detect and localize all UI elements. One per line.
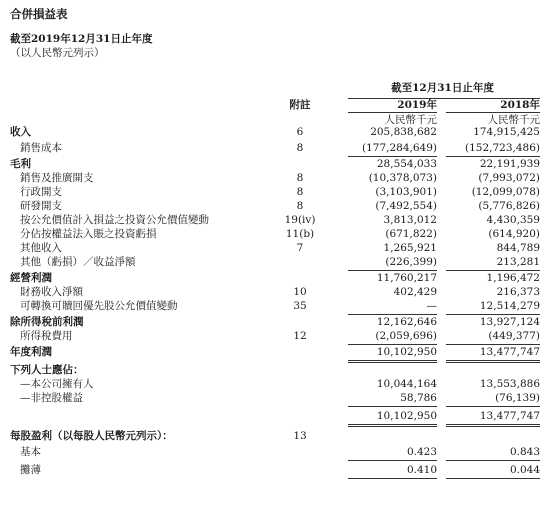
row-label: 經營利潤	[10, 272, 52, 284]
rule-2019	[348, 360, 437, 361]
row-label: 所得稅費用	[20, 330, 73, 342]
rule-2018	[446, 344, 540, 345]
page-title: 合併損益表	[10, 7, 68, 21]
row-value-2018: 844,789	[496, 242, 540, 254]
row-value-2019: 12,162,646	[376, 316, 437, 328]
row-value-2018: 216,373	[496, 286, 540, 298]
row-note: 13	[293, 430, 307, 442]
double-rule-2019	[348, 362, 437, 363]
row-note: 8	[296, 142, 304, 154]
row-value-2018: 213,281	[496, 256, 540, 268]
row-value-2019: (3,103,901)	[375, 186, 437, 198]
row-note: 8	[296, 200, 304, 212]
double-rule-2018	[446, 362, 540, 363]
row-value-2019: 1,265,921	[383, 242, 437, 254]
row-label: 除所得稅前利潤	[10, 316, 84, 328]
row-value-2018: (614,920)	[488, 228, 540, 240]
row-value-2018: (7,993,072)	[478, 172, 540, 184]
row-note: 35	[293, 300, 307, 312]
row-value-2019: 0.423	[406, 446, 437, 458]
row-value-2018: 0.044	[509, 464, 540, 476]
rule-2019	[348, 424, 437, 425]
row-label: —本公司擁有人	[20, 378, 94, 390]
row-value-2019: (7,492,554)	[375, 200, 437, 212]
row-value-2018: 13,477,747	[479, 410, 540, 422]
row-value-2019: 10,102,950	[376, 410, 437, 422]
year-2019-header: 2019年	[397, 99, 437, 111]
rule-2018	[446, 478, 540, 479]
row-value-2019: 58,786	[400, 392, 437, 404]
row-value-2019: (2,059,696)	[375, 330, 437, 342]
rule-2019	[348, 270, 437, 271]
rule-2019	[348, 478, 437, 479]
row-label: 其他（虧損）／收益淨額	[20, 256, 136, 268]
row-label: 收入	[10, 126, 31, 138]
row-value-2018: 1,196,472	[486, 272, 540, 284]
row-value-2018: 13,553,886	[479, 378, 540, 390]
row-label: 毛利	[10, 158, 31, 170]
row-value-2019: (226,399)	[385, 256, 437, 268]
row-label: 其他收入	[20, 242, 62, 254]
page-subtitle: 截至2019年12月31日止年度	[10, 33, 153, 45]
row-label: 按公允價值計入損益之投資公允價值變動	[20, 214, 209, 226]
rule-2018	[446, 360, 540, 361]
row-label: 銷售及推廣開支	[20, 172, 94, 184]
row-value-2019: 10,102,950	[376, 346, 437, 358]
rule-2018	[446, 156, 540, 157]
row-note: 8	[296, 172, 304, 184]
rule-2018	[446, 406, 540, 407]
row-value-2019: 3,813,012	[383, 214, 437, 226]
row-label: 年度利潤	[10, 346, 52, 358]
rule-2018	[446, 270, 540, 271]
row-note: 8	[296, 186, 304, 198]
row-label: 研發開支	[20, 200, 62, 212]
row-label: 財務收入淨額	[20, 286, 83, 298]
row-value-2019: 28,554,033	[376, 158, 437, 170]
row-value-2019: —	[426, 300, 437, 312]
row-label: 每股盈利（以每股人民幣元列示）：	[10, 430, 173, 442]
row-value-2018: (449,377)	[488, 330, 540, 342]
period-header: 截至12月31日止年度	[391, 82, 494, 94]
row-value-2018: (12,099,078)	[471, 186, 540, 198]
unit-2019: 人民幣千元	[384, 114, 437, 126]
rule-2018	[446, 460, 540, 461]
row-value-2019: 0.410	[406, 464, 437, 476]
row-label: 行政開支	[20, 186, 62, 198]
rule-2019	[348, 406, 437, 407]
row-value-2019: 11,760,217	[376, 272, 437, 284]
rule-2019	[348, 156, 437, 157]
row-value-2019: 10,044,164	[376, 378, 437, 390]
row-note: 19(iv)	[284, 214, 316, 226]
unit-2018: 人民幣千元	[487, 114, 540, 126]
row-value-2018: 12,514,279	[479, 300, 540, 312]
row-note: 6	[296, 126, 304, 138]
row-value-2019: (10,378,073)	[368, 172, 437, 184]
row-value-2019: (177,284,649)	[362, 142, 437, 154]
row-value-2018: 13,477,747	[479, 346, 540, 358]
row-label: 攤薄	[20, 464, 41, 476]
row-value-2018: 4,430,359	[486, 214, 540, 226]
rule-2019	[348, 460, 437, 461]
row-label: 銷售成本	[20, 142, 62, 154]
row-value-2018: 13,927,124	[479, 316, 540, 328]
row-label: 下列人士應佔：	[10, 364, 84, 376]
year-2018-header: 2018年	[500, 99, 540, 111]
row-value-2018: 174,915,425	[473, 126, 540, 138]
row-value-2019: 205,838,682	[370, 126, 437, 138]
double-rule-2018	[446, 426, 540, 427]
row-label: 可轉換可贖回優先股公允價值變動	[20, 300, 178, 312]
row-note: 10	[293, 286, 307, 298]
row-value-2018: 0.843	[509, 446, 540, 458]
row-note: 11(b)	[285, 228, 315, 240]
currency-note: （以人民幣元列示）	[10, 47, 105, 59]
year-2019-rule	[348, 112, 437, 113]
row-value-2018: (5,776,826)	[478, 200, 540, 212]
row-label: —非控股權益	[20, 392, 83, 404]
row-label: 分佔按權益法入賬之投資虧損	[20, 228, 157, 240]
row-value-2019: 402,429	[393, 286, 437, 298]
row-value-2018: 22,191,939	[479, 158, 540, 170]
rule-2019	[348, 314, 437, 315]
rule-2018	[446, 314, 540, 315]
row-note: 12	[293, 330, 307, 342]
row-label: 基本	[20, 446, 41, 458]
row-value-2018: (76,139)	[495, 392, 540, 404]
notes-header: 附註	[289, 99, 311, 111]
year-2018-rule	[446, 112, 540, 113]
row-note: 7	[296, 242, 304, 254]
row-value-2019: (671,822)	[385, 228, 437, 240]
rule-2018	[446, 424, 540, 425]
rule-2019	[348, 344, 437, 345]
double-rule-2019	[348, 426, 437, 427]
row-value-2018: (152,723,486)	[465, 142, 540, 154]
